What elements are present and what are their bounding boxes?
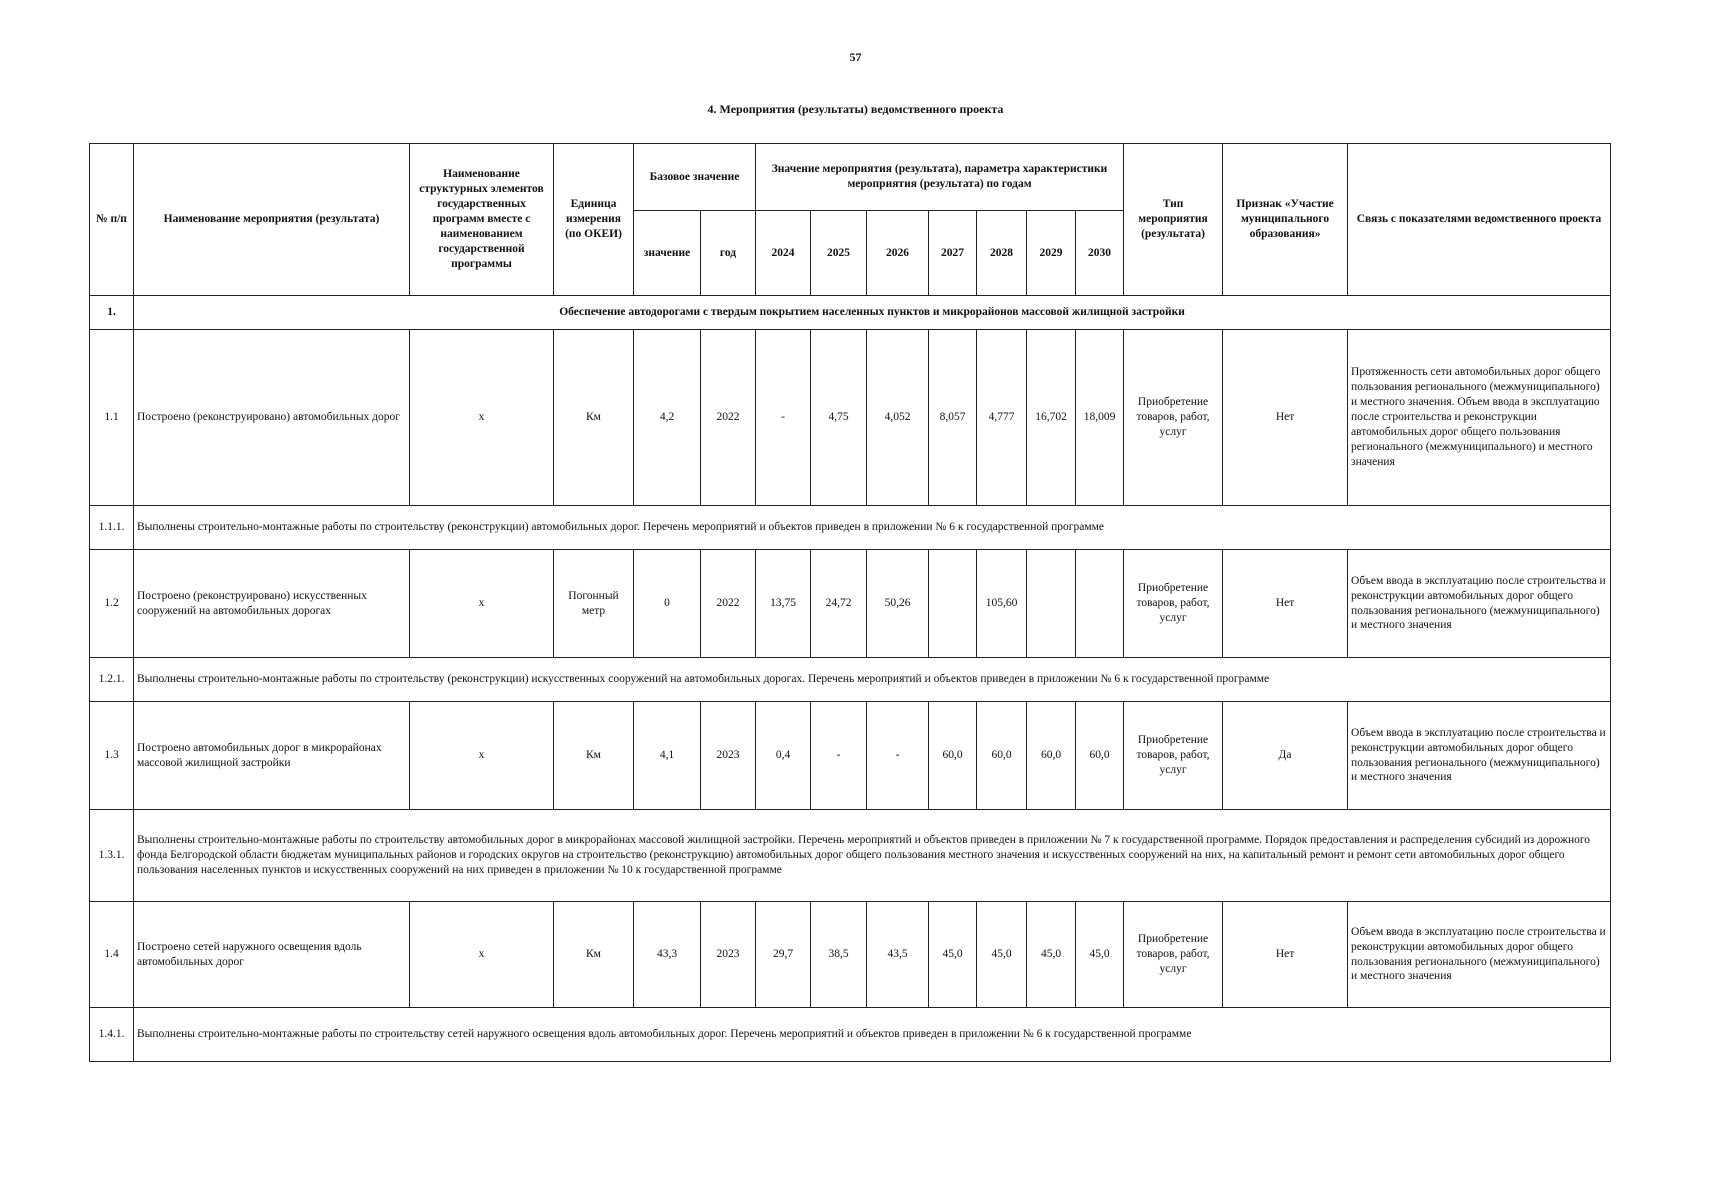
row-value <box>929 550 977 658</box>
row-municipal: Да <box>1223 702 1348 810</box>
row-unit: Погонный метр <box>554 550 634 658</box>
description-num: 1.3.1. <box>90 810 134 902</box>
description-num: 1.1.1. <box>90 506 134 550</box>
description-row <box>90 658 1611 702</box>
section-heading: Обеспечение автодорогами с твердым покрытием населенных пунктов и микрорайонов массовой жилищной застройки <box>134 296 1611 330</box>
header-base-value: значение <box>634 211 701 296</box>
header-year: 2027 <box>929 211 977 296</box>
row-structural: х <box>410 330 554 506</box>
row-value: 16,702 <box>1027 330 1076 506</box>
description-text: Выполнены строительно-монтажные работы по строительству сетей наружного освещения вдоль автомобильных дорог. Перечень мероприятий и объектов приведен в приложении № 6 к государственной программе <box>134 1008 1611 1062</box>
row-structural: х <box>410 550 554 658</box>
row-num: 1.2 <box>90 550 134 658</box>
row-base-year: 2023 <box>701 902 756 1008</box>
row-link: Объем ввода в эксплуатацию после строительства и реконструкции автомобильных дорог общего пользования регионального (межмуниципального) и местного значения <box>1348 550 1611 658</box>
header-num: № п/п <box>90 144 134 296</box>
section-row <box>90 296 1611 330</box>
page-number: 57 <box>849 50 862 64</box>
row-name: Построено (реконструировано) автомобильных дорог <box>134 330 410 506</box>
row-name: Построено сетей наружного освещения вдоль автомобильных дорог <box>134 902 410 1008</box>
table-row <box>90 550 1611 658</box>
row-link: Объем ввода в эксплуатацию после строительства и реконструкции автомобильных дорог общего пользования регионального (межмуниципального) и местного значения <box>1348 902 1611 1008</box>
description-text: Выполнены строительно-монтажные работы по строительству (реконструкции) автомобильных дорог. Перечень мероприятий и объектов приведен в приложении № 6 к государственной программе <box>134 506 1611 550</box>
header-base-year: год <box>701 211 756 296</box>
row-municipal: Нет <box>1223 550 1348 658</box>
row-municipal: Нет <box>1223 330 1348 506</box>
header-year: 2026 <box>867 211 929 296</box>
description-text: Выполнены строительно-монтажные работы по строительству автомобильных дорог в микрорайонах массовой жилищной застройки. Перечень мероприятий и объектов приведен в приложении № 7 к государственной программе. Порядок предоставления и распределения субсидий из дорожного фонда Белгородской области бюджетам муниципальных районов и городских округов на строительство (реконструкцию) автомобильных дорог общего пользования местного значения и искусственных сооружений на них, на капитальный ремонт и ремонт сети автомобильных дорог общего пользования населенных пунктов и искусственных сооружений на них приведен в приложении № 10 к государственной программе <box>134 810 1611 902</box>
row-type: Приобретение товаров, работ, услуг <box>1124 702 1223 810</box>
row-value: 8,057 <box>929 330 977 506</box>
header-structural: Наименование структурных элементов государственных программ вместе с наименованием государственной программы <box>410 144 554 296</box>
description-row <box>90 506 1611 550</box>
row-value: - <box>811 702 867 810</box>
row-value: 38,5 <box>811 902 867 1008</box>
row-structural: х <box>410 702 554 810</box>
header-municipal: Признак «Участие муниципального образования» <box>1223 144 1348 296</box>
row-value: 60,0 <box>1076 702 1124 810</box>
header-year: 2024 <box>756 211 811 296</box>
description-row <box>90 810 1611 902</box>
row-link: Протяженность сети автомобильных дорог общего пользования регионального (межмуниципального) и местного значения. Объем ввода в эксплуатацию после строительства и реконструкции автомобильных дорог общего пользования регионального (межмуниципального) и местного значения <box>1348 330 1611 506</box>
header-values-by-year: Значение мероприятия (результата), параметра характеристики мероприятия (результата) по годам <box>756 144 1124 211</box>
section-num: 1. <box>90 296 134 330</box>
row-value: 4,777 <box>977 330 1027 506</box>
row-base-year: 2022 <box>701 330 756 506</box>
header-name: Наименование мероприятия (результата) <box>134 144 410 296</box>
row-value <box>1027 550 1076 658</box>
header-link: Связь с показателями ведомственного проекта <box>1348 144 1611 296</box>
row-value: 60,0 <box>929 702 977 810</box>
row-link: Объем ввода в эксплуатацию после строительства и реконструкции автомобильных дорог общего пользования регионального (межмуниципального) и местного значения <box>1348 702 1611 810</box>
row-municipal: Нет <box>1223 902 1348 1008</box>
table-row <box>90 330 1611 506</box>
row-name: Построено автомобильных дорог в микрорайонах массовой жилищной застройки <box>134 702 410 810</box>
description-text: Выполнены строительно-монтажные работы по строительству (реконструкции) искусственных сооружений на автомобильных дорогах. Перечень мероприятий и объектов приведен в приложении № 6 к государственной программе <box>134 658 1611 702</box>
row-value: 45,0 <box>977 902 1027 1008</box>
row-value: 13,75 <box>756 550 811 658</box>
row-value: 4,052 <box>867 330 929 506</box>
row-value: 50,26 <box>867 550 929 658</box>
row-base-value: 4,2 <box>634 330 701 506</box>
row-value: 105,60 <box>977 550 1027 658</box>
row-value: 29,7 <box>756 902 811 1008</box>
row-num: 1.1 <box>90 330 134 506</box>
header-base: Базовое значение <box>634 144 756 211</box>
row-value: - <box>867 702 929 810</box>
row-name: Построено (реконструировано) искусственных сооружений на автомобильных дорогах <box>134 550 410 658</box>
row-value: 0,4 <box>756 702 811 810</box>
row-value: 45,0 <box>929 902 977 1008</box>
row-type: Приобретение товаров, работ, услуг <box>1124 330 1223 506</box>
header-year: 2028 <box>977 211 1027 296</box>
row-num: 1.4 <box>90 902 134 1008</box>
row-base-value: 4,1 <box>634 702 701 810</box>
row-value: - <box>756 330 811 506</box>
row-value: 60,0 <box>1027 702 1076 810</box>
header-row-top <box>90 144 1611 211</box>
row-base-value: 43,3 <box>634 902 701 1008</box>
description-row <box>90 1008 1611 1062</box>
table-row <box>90 702 1611 810</box>
row-value <box>1076 550 1124 658</box>
row-structural: х <box>410 902 554 1008</box>
row-value: 45,0 <box>1027 902 1076 1008</box>
header-year: 2029 <box>1027 211 1076 296</box>
header-year: 2025 <box>811 211 867 296</box>
row-unit: Км <box>554 902 634 1008</box>
row-base-year: 2023 <box>701 702 756 810</box>
row-value: 43,5 <box>867 902 929 1008</box>
row-type: Приобретение товаров, работ, услуг <box>1124 550 1223 658</box>
section-title: 4. Мероприятия (результаты) ведомственного проекта <box>707 102 1004 116</box>
header-type: Тип мероприятия (результата) <box>1124 144 1223 296</box>
row-num: 1.3 <box>90 702 134 810</box>
row-value: 60,0 <box>977 702 1027 810</box>
row-base-value: 0 <box>634 550 701 658</box>
row-value: 24,72 <box>811 550 867 658</box>
row-base-year: 2022 <box>701 550 756 658</box>
row-value: 18,009 <box>1076 330 1124 506</box>
header-year: 2030 <box>1076 211 1124 296</box>
row-value: 4,75 <box>811 330 867 506</box>
row-type: Приобретение товаров, работ, услуг <box>1124 902 1223 1008</box>
row-unit: Км <box>554 330 634 506</box>
description-num: 1.2.1. <box>90 658 134 702</box>
table-row <box>90 902 1611 1008</box>
row-unit: Км <box>554 702 634 810</box>
description-num: 1.4.1. <box>90 1008 134 1062</box>
header-unit: Единица измерения (по ОКЕИ) <box>554 144 634 296</box>
row-value: 45,0 <box>1076 902 1124 1008</box>
measures-table <box>89 143 1611 1062</box>
